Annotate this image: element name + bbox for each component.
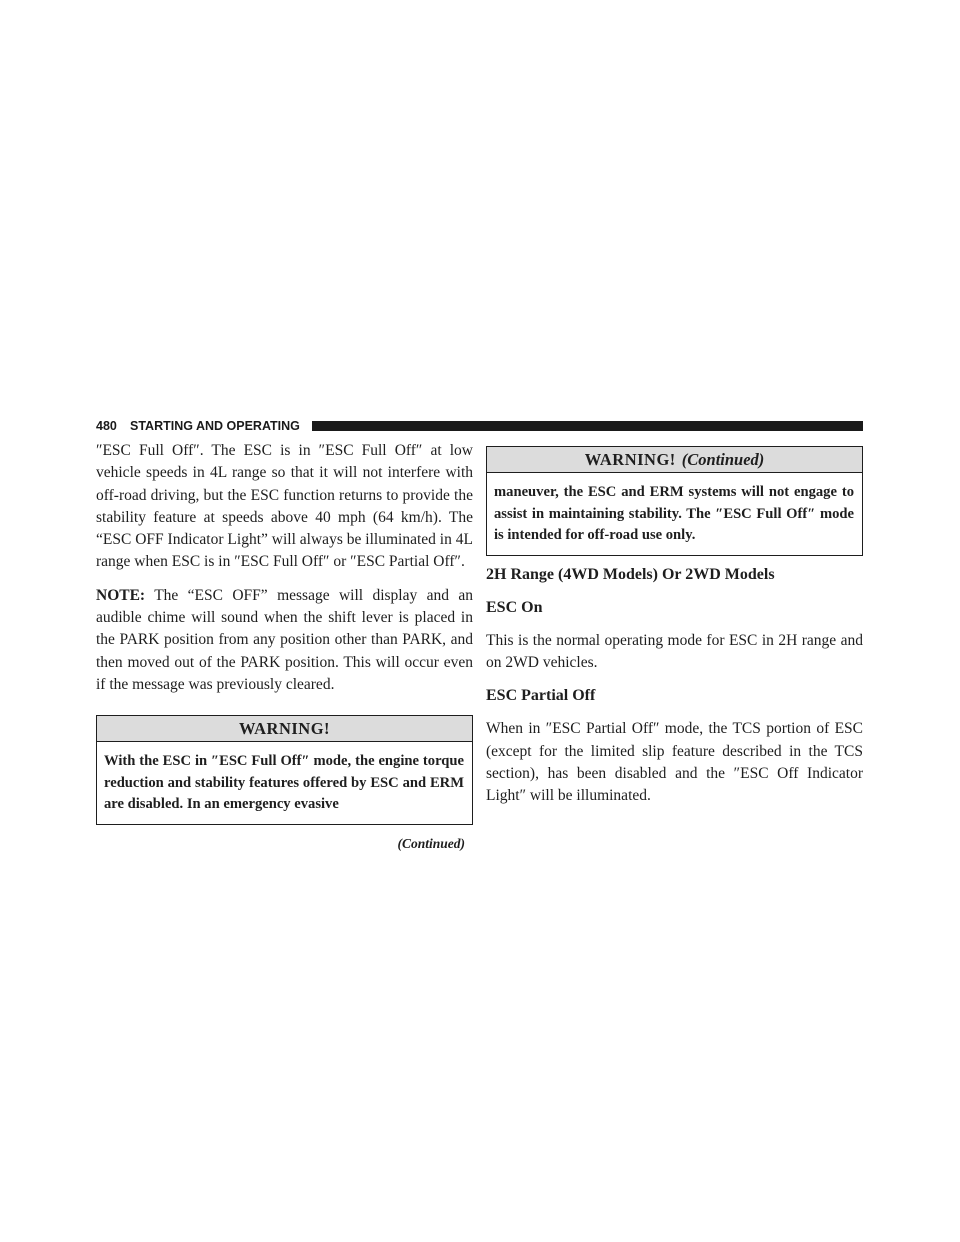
warning-text: With the ESC in ″ESC Full Off″ mode, the engine torque reduction and stability features offered by ESC and ERM are disabled. In an emergency evasive (104, 753, 464, 813)
right-column (486, 446, 863, 808)
page-number: 480 (96, 419, 117, 433)
header-rule (312, 421, 863, 431)
heading-esc-on: ESC On (486, 598, 543, 616)
warning-header (97, 716, 472, 742)
heading-esc-partial-off: ESC Partial Off (486, 687, 596, 705)
note-text: The “ESC OFF” message will display and an audible chime will sound when the shift lever is placed in the PARK position from any position other than PARK, and then moved out of the PARK position. This will occur even if the message was previously cleared. (96, 586, 473, 693)
warning-box (96, 715, 473, 825)
note-paragraph (96, 585, 473, 696)
warning-text-continued: maneuver, the ESC and ERM systems will not engage to assist in maintaining stability. The ″ESC Full Off″ mode is intended for off-road use only. (494, 484, 854, 544)
section-heading-2h-range: 2H Range (4WD Models) Or 2WD Models (486, 565, 775, 583)
warning-title: WARNING! (584, 450, 676, 469)
section-title: STARTING AND OPERATING (130, 419, 300, 433)
continued-note: (Continued) (397, 836, 465, 852)
esc-on-paragraph: This is the normal operating mode for ESC in 2H range and on 2WD vehicles. (486, 631, 863, 672)
esc-partial-off-paragraph: When in ″ESC Partial Off″ mode, the TCS portion of ESC (except for the limited slip feature described in the TCS section), has been disabled and the ″ESC Off Indicator Light″ will be illuminated. (486, 720, 863, 805)
warning-header-continued (487, 447, 862, 473)
warning-title: WARNING! (238, 719, 331, 739)
left-column (96, 440, 473, 852)
note-label: NOTE: (96, 586, 146, 604)
warning-continued-label: (Continued) (681, 450, 765, 469)
warning-box-continued (486, 446, 863, 556)
page-header (96, 419, 863, 433)
esc-full-off-paragraph: ″ESC Full Off″. The ESC is in ″ESC Full Off″ at low vehicle speeds in 4L range so that it will not interfere with off-road driving, but the ESC function returns to provide the stability feature at speeds above 40 mph (64 km/h). The “ESC OFF Indicator Light” will always be illuminated in 4L range when ESC is in ″ESC Full Off″ or ″ESC Partial Off″. (96, 442, 473, 571)
